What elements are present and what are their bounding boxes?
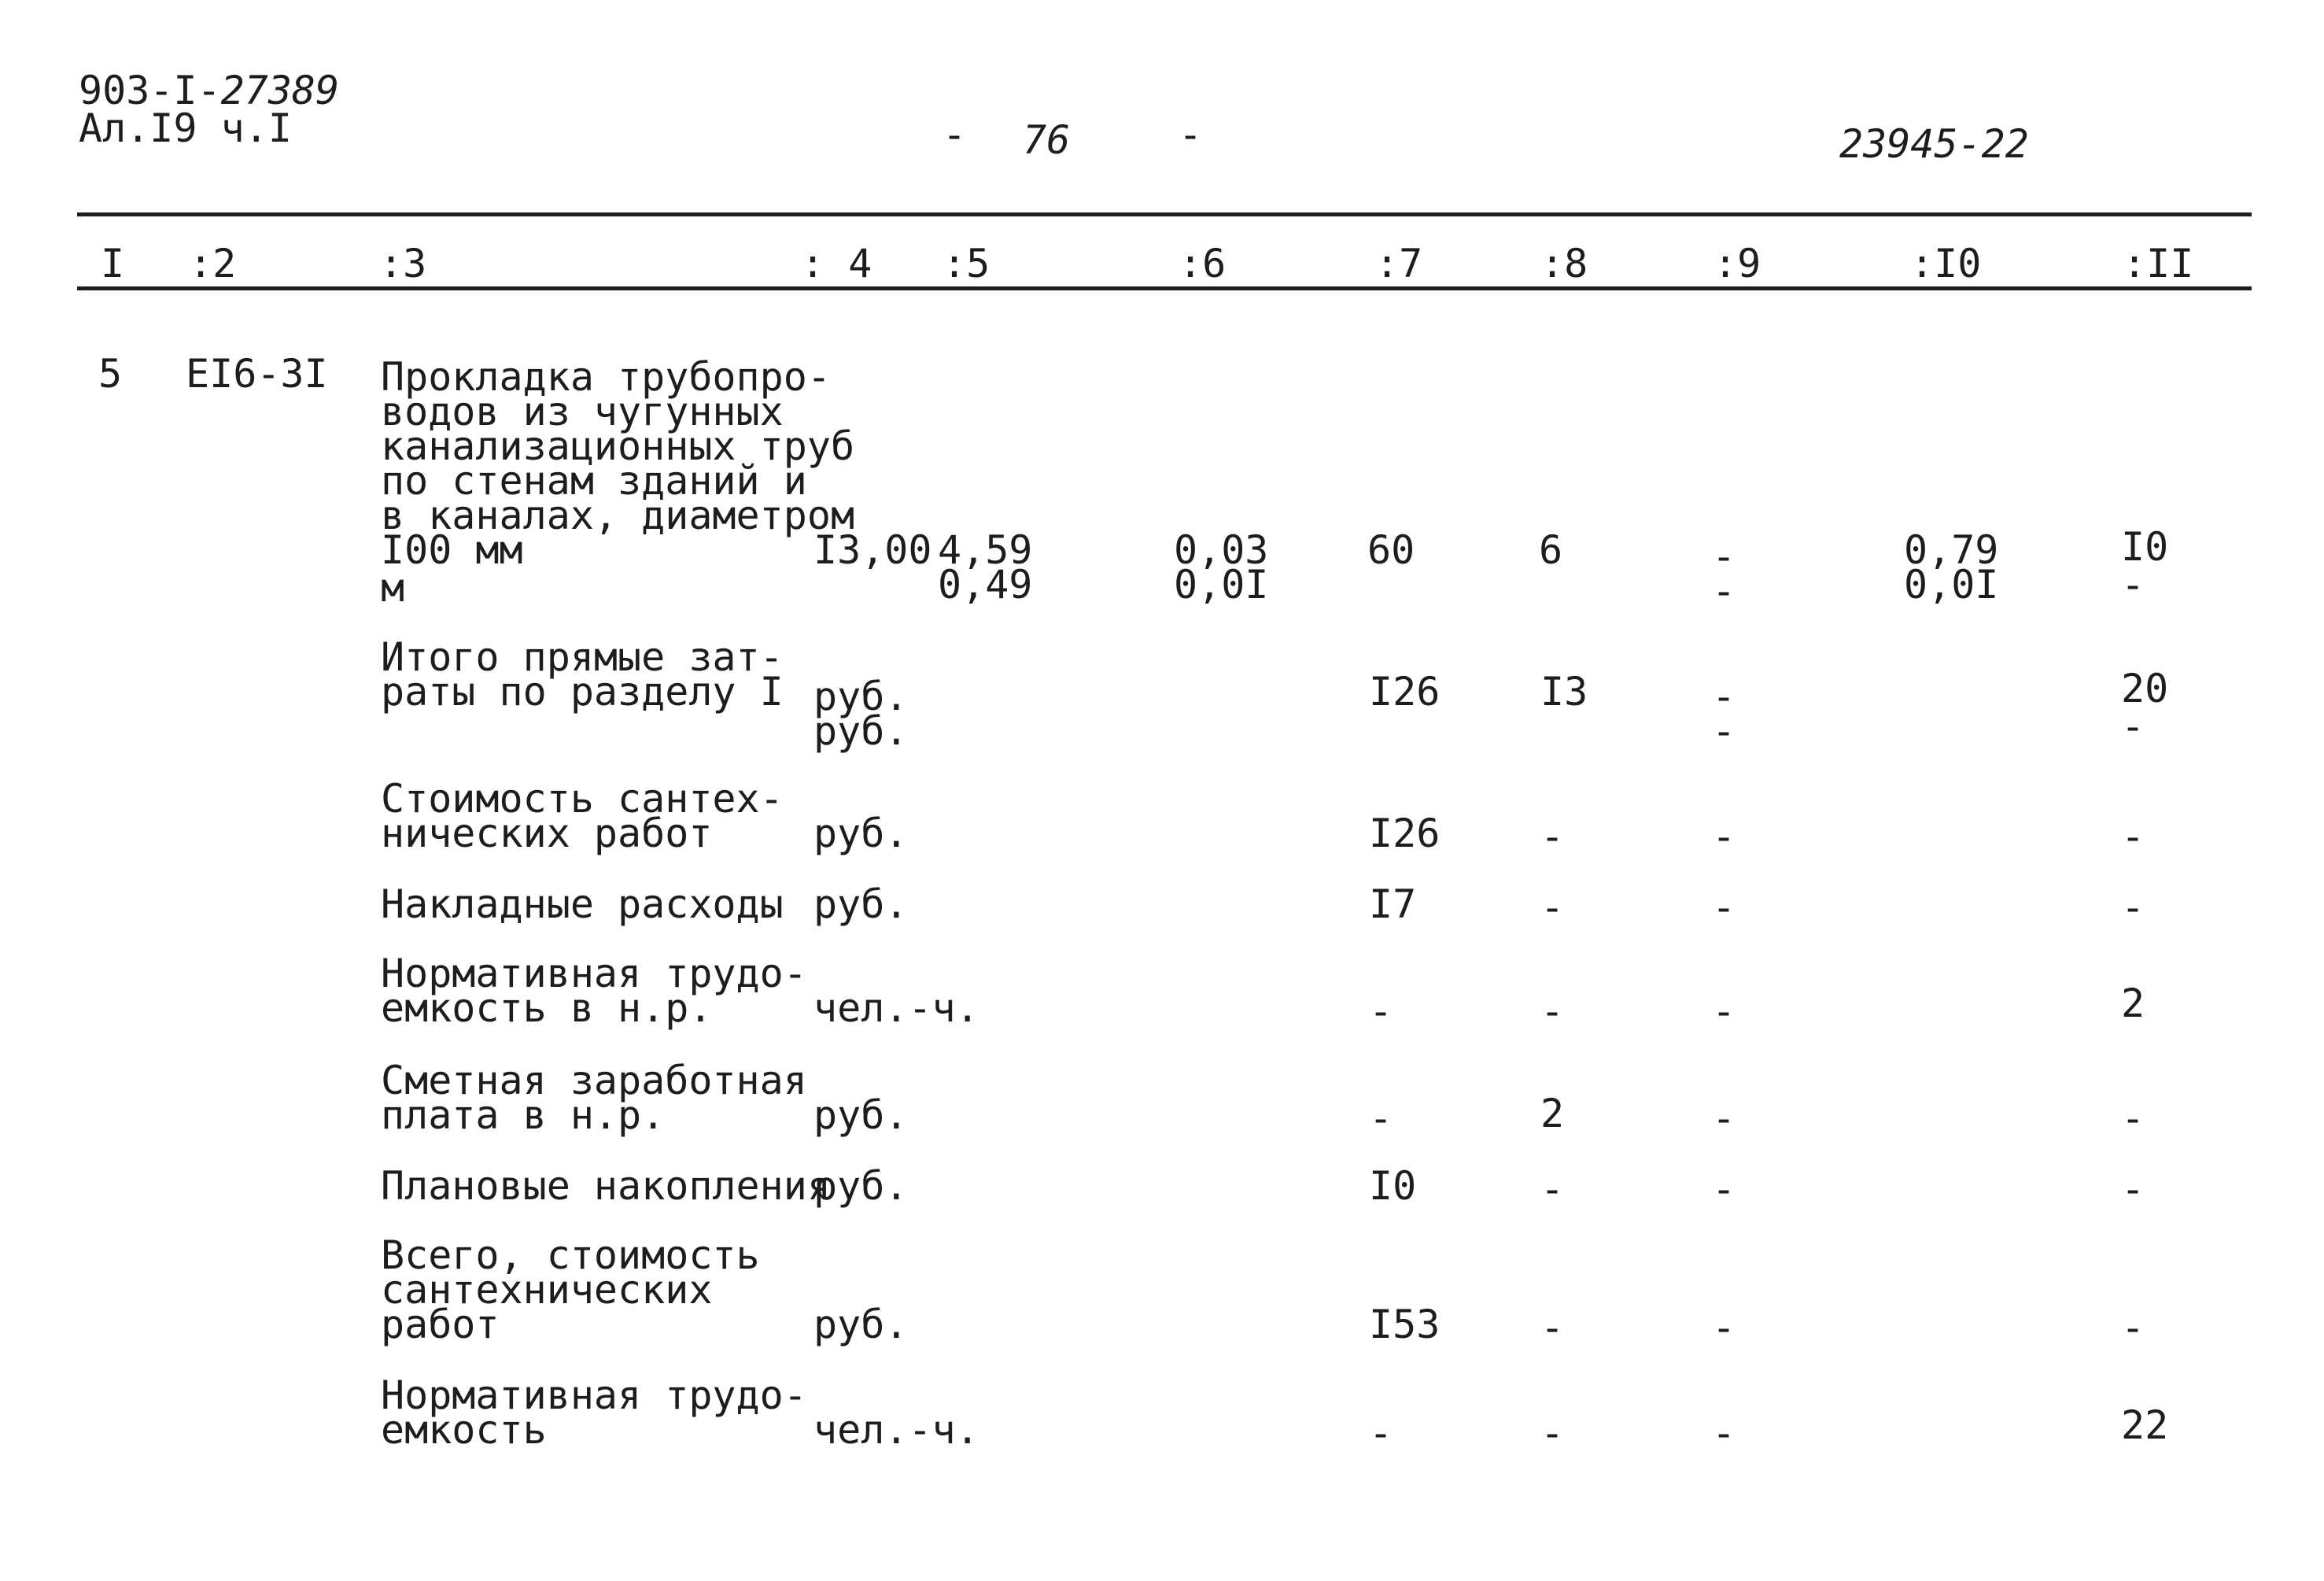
item-col6-value: 0,03 <box>1174 527 1269 573</box>
summary-row-unit: руб. <box>813 674 909 719</box>
item-col10-value: 0,0I <box>1904 562 1999 608</box>
summary-row-col8: - <box>1540 814 1565 859</box>
col-header-4: : 4 <box>801 241 872 286</box>
page-dash-right: - <box>1179 112 1203 157</box>
item-description-line: м <box>381 565 405 611</box>
summary-row-col8: - <box>1540 885 1565 930</box>
summary-row-col7: I53 <box>1369 1302 1441 1347</box>
item-col10-value: 0,79 <box>1904 527 1999 573</box>
summary-row-col8: - <box>1540 1410 1565 1456</box>
item-description-line: по стенам зданий и <box>381 458 807 504</box>
summary-row-label: Итого прямые зат- <box>381 634 784 680</box>
col-header-6: :6 <box>1179 241 1227 286</box>
col-header-8: :8 <box>1540 241 1588 286</box>
document-code <box>79 68 340 113</box>
summary-row-col7: I7 <box>1369 881 1417 927</box>
item-col9-value: - <box>1712 534 1736 579</box>
item-code: EI6-3I <box>186 351 328 397</box>
summary-row-col9: - <box>1712 708 1736 754</box>
inventory-number: 23945-22 <box>1839 121 2029 167</box>
summary-row-col9: - <box>1712 814 1736 859</box>
summary-row-col7: I0 <box>1369 1163 1417 1209</box>
summary-row-label: Плановые накопления <box>381 1163 831 1209</box>
summary-row-col11: - <box>2121 1166 2145 1212</box>
col-header-2: :2 <box>189 241 237 286</box>
summary-row-label: раты по разделу I <box>381 669 784 715</box>
item-col9-value: - <box>1712 568 1736 614</box>
document-code-printed: 903-I- <box>79 68 221 113</box>
summary-row-col9: - <box>1712 674 1736 719</box>
col-header-7: :7 <box>1375 241 1423 286</box>
page-number: 76 <box>1023 117 1071 163</box>
summary-row-unit: руб. <box>813 881 909 927</box>
summary-row-col11: 22 <box>2121 1402 2169 1448</box>
summary-row-col7: I26 <box>1369 669 1441 715</box>
col-header-5: :5 <box>943 241 990 286</box>
summary-row-unit: руб. <box>813 1163 909 1209</box>
summary-row-label: нических работ <box>381 811 713 856</box>
summary-row-col8: - <box>1540 1305 1565 1350</box>
summary-row-unit: чел.-ч. <box>813 985 979 1031</box>
summary-row-label: сантехнических <box>381 1267 713 1313</box>
summary-row-col9: - <box>1712 988 1736 1034</box>
summary-row-unit: чел.-ч. <box>813 1407 979 1453</box>
summary-row-col11: - <box>2121 1095 2145 1141</box>
summary-row-col11: - <box>2121 704 2145 749</box>
item-col8: 6 <box>1539 527 1563 573</box>
summary-row-col11: 2 <box>2121 981 2145 1026</box>
album-label: Ал.I9 ч.I <box>79 105 292 151</box>
item-col5-value: 0,49 <box>938 562 1033 608</box>
summary-row-label: Нормативная трудо- <box>381 1372 807 1418</box>
item-col11-value: - <box>2121 562 2145 608</box>
item-col4: I3,00 <box>813 527 932 573</box>
item-col5-value: 4,59 <box>938 527 1033 573</box>
col-header-11: :II <box>2123 241 2194 286</box>
summary-row-col11: 20 <box>2121 666 2169 711</box>
item-description-line: Прокладка трубопро- <box>381 354 831 400</box>
col-header-10: :I0 <box>1910 241 1982 286</box>
summary-row-col11: - <box>2121 814 2145 859</box>
item-description-line: I00 мм <box>381 527 523 573</box>
summary-row-label: емкость в н.р. <box>381 985 713 1031</box>
summary-row-label: Сметная заработная <box>381 1058 807 1103</box>
header-bottom-rule <box>77 286 2252 290</box>
summary-row-label: Нормативная трудо- <box>381 951 807 996</box>
item-description-line: в каналах, диаметром <box>381 493 855 538</box>
item-col7: 60 <box>1367 527 1415 573</box>
item-col11-value: I0 <box>2121 524 2169 570</box>
summary-row-col9: - <box>1712 1410 1736 1456</box>
summary-row-unit: руб. <box>813 811 909 856</box>
summary-row-col9: - <box>1712 1305 1736 1350</box>
summary-row-col9: - <box>1712 1166 1736 1212</box>
summary-row-unit: руб. <box>813 708 909 754</box>
col-header-9: :9 <box>1713 241 1761 286</box>
header-top-rule <box>77 212 2252 216</box>
summary-row-label: Стоимость сантех- <box>381 776 784 822</box>
summary-row-label: Накладные расходы <box>381 881 784 927</box>
summary-row-col11: - <box>2121 885 2145 930</box>
summary-row-col8: - <box>1540 1166 1565 1212</box>
item-col6-value: 0,0I <box>1174 562 1269 608</box>
summary-row-col9: - <box>1712 1095 1736 1141</box>
summary-row-col8: 2 <box>1540 1091 1565 1136</box>
summary-row-label: работ <box>381 1302 500 1347</box>
summary-row-label: емкость <box>381 1407 547 1453</box>
summary-row-label: плата в н.р. <box>381 1092 666 1138</box>
item-number: 5 <box>98 351 123 397</box>
document-code-handwritten: 27389 <box>220 68 340 113</box>
summary-row-col7: - <box>1369 1410 1393 1456</box>
col-header-1: I <box>101 241 125 286</box>
summary-row-unit: руб. <box>813 1302 909 1347</box>
summary-row-col7: - <box>1369 1095 1393 1141</box>
summary-row-col8: - <box>1540 988 1565 1034</box>
col-header-3: :3 <box>379 241 427 286</box>
summary-row-unit: руб. <box>813 1092 909 1138</box>
item-description-line: канализационных труб <box>381 423 855 469</box>
summary-row-col11: - <box>2121 1305 2145 1350</box>
summary-row-col9: - <box>1712 885 1736 930</box>
item-description-line: водов из чугунных <box>381 389 784 434</box>
summary-row-col8: I3 <box>1540 669 1588 715</box>
page-dash-left: - <box>943 112 967 157</box>
summary-row-col7: - <box>1369 988 1393 1034</box>
summary-row-col7: I26 <box>1369 811 1441 856</box>
summary-row-label: Всего, стоимость <box>381 1232 760 1278</box>
